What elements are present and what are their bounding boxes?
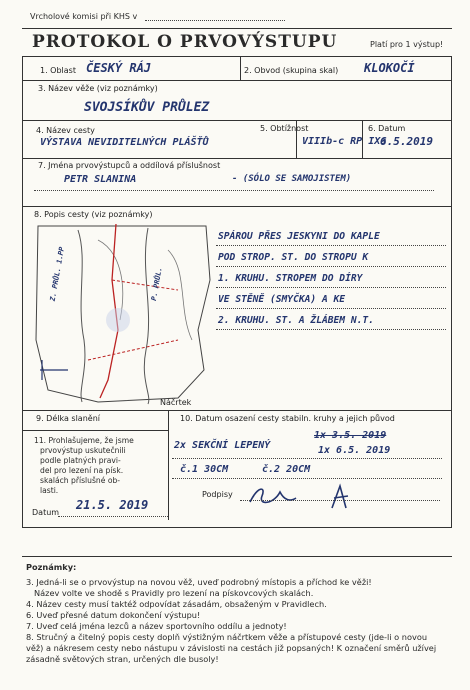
sketch-mark-1: Z. PRŮL. 1.PP (48, 246, 67, 302)
rule-2 (22, 120, 452, 121)
vrule-1 (240, 56, 241, 80)
declaration-line-5: skalách příslušné ob- (40, 476, 121, 485)
field-6-label: 6. Datum (368, 124, 406, 133)
notes-heading: Poznámky: (26, 562, 77, 572)
field-10-line-5[interactable]: č.2 20CM (262, 464, 311, 475)
field-6-value[interactable]: 6.5.2019 (380, 135, 433, 148)
field-5-value[interactable]: VIIIb-c RP IXa (302, 136, 387, 147)
note-2: Název volte ve shodě s Pravidly pro lezení na pískovcových skalách. (34, 588, 314, 598)
top-rule (22, 28, 452, 29)
route-line-1[interactable]: SPÁROU PŘES JESKYNI DO KAPLE (218, 231, 380, 242)
declaration (34, 436, 134, 496)
signature-line (240, 500, 440, 501)
rule-1 (22, 80, 452, 81)
route-rule-5 (216, 329, 446, 330)
f10-rule-1 (172, 458, 442, 459)
field-7-value[interactable]: PETR SLANINA (64, 174, 137, 185)
route-description (218, 226, 380, 331)
field-10-line-1[interactable]: 2x SEKČNÍ LEPENÝ (174, 440, 271, 451)
declaration-line-2: prvovýstup uskutečnili (40, 446, 126, 455)
field-10-label: 10. Datum osazení cesty stabiln. kruhy a jejich původ (180, 414, 395, 423)
note-1: 3. Jedná-li se o prvovýstup na novou věž, uveď podrobný místopis a příchod ke věži! (26, 577, 372, 587)
field-10-line-4[interactable]: č.1 30CM (180, 464, 229, 475)
field-3-label: 3. Název věže (viz poznámky) (38, 84, 158, 93)
f10-rule-2 (172, 478, 442, 479)
notes (26, 562, 446, 665)
commission-line (145, 20, 285, 21)
field-10-line-2[interactable]: 1x 3.5. 2019 (314, 430, 387, 441)
sketch-label: Náčrtek (160, 398, 192, 407)
vrule-4 (168, 410, 169, 520)
route-sketch (28, 220, 216, 410)
note-6: 8. Stručný a čitelný popis cesty doplň výstižným náčrtkem věže a přístupové cesty (jde-li o novou věž) a nákresem cesty nebo nástupu v závislosti na cestách již popsaných! K označení směrů užívej zásadně světových stran, určených dle busoly! (26, 632, 437, 664)
field-4-value[interactable]: VÝSTAVA NEVIDITELNÝCH PLÁŠŤŮ (40, 137, 209, 148)
field-3-value[interactable]: SVOJSÍKŮV PRŮLEZ (84, 100, 210, 115)
declaration-line-6: lasti. (40, 486, 59, 495)
route-rule-4 (216, 308, 446, 309)
route-rule-2 (216, 266, 446, 267)
field-5-label: 5. Obtížnost (260, 124, 309, 133)
date-label: Datum (32, 508, 60, 517)
note-5: 7. Uveď celá jména lezců a název sportovního oddílu a jednoty! (26, 621, 287, 631)
field-1-value[interactable]: ČESKÝ RÁJ (86, 61, 152, 75)
signature-image (244, 482, 374, 512)
field-10-line-3[interactable]: 1x 6.5. 2019 (318, 445, 391, 456)
route-line-4[interactable]: VE STĚNĚ (SMYČKA) A KE (218, 294, 346, 305)
rule-5 (22, 410, 452, 411)
route-line-2[interactable]: POD STROP. ST. DO STROPU K (218, 252, 369, 263)
date-value[interactable]: 21.5. 2019 (76, 498, 149, 512)
validity-note: Platí pro 1 výstup! (370, 40, 444, 49)
route-rule-1 (216, 245, 446, 246)
declaration-line-1: 11. Prohlašujeme, že jsme (34, 436, 134, 445)
rule-6 (22, 430, 168, 431)
commission-label: Vrcholové komisi při KHS v (30, 12, 138, 21)
field-2-label: 2. Obvod (skupina skal) (244, 66, 339, 75)
field-8-label: 8. Popis cesty (viz poznámky) (34, 210, 153, 219)
field-1-label: 1. Oblast (40, 66, 76, 75)
sketch-mark-2: P. PRŮL. (149, 266, 164, 302)
declaration-line-3: podle platných pravi- (40, 456, 121, 465)
route-line-5[interactable]: 2. KRUHU. ST. A ŽLÁBEM N.T. (218, 315, 374, 326)
rule-3 (22, 158, 452, 159)
route-line-3[interactable]: 1. KRUHU. STROPEM DO DÍRY (218, 273, 363, 284)
field-7-label: 7. Jména prvovýstupců a oddílová příslušnost (38, 161, 221, 170)
declaration-line-4: del pro lezení na písk. (40, 466, 124, 475)
route-rule-3 (216, 287, 446, 288)
field-9-label: 9. Délka slanění (36, 414, 100, 423)
note-4: 6. Uveď přesné datum dokončení výstupu! (26, 610, 201, 620)
rule-4 (22, 206, 452, 207)
date-line (58, 516, 168, 517)
field-7-line (34, 190, 434, 191)
field-7-note[interactable]: - (SÓLO SE SAMOJISTEM) (232, 174, 352, 184)
signature-label: Podpisy (202, 490, 233, 499)
field-2-value[interactable]: KLOKOČÍ (364, 61, 415, 75)
field-4-label: 4. Název cesty (36, 126, 95, 135)
notes-rule (22, 556, 452, 557)
page-title: PROTOKOL O PRVOVÝSTUPU (32, 32, 338, 52)
note-3: 4. Název cesty musí taktéž odpovídat zásadám, obsaženým v Pravidlech. (26, 599, 327, 609)
